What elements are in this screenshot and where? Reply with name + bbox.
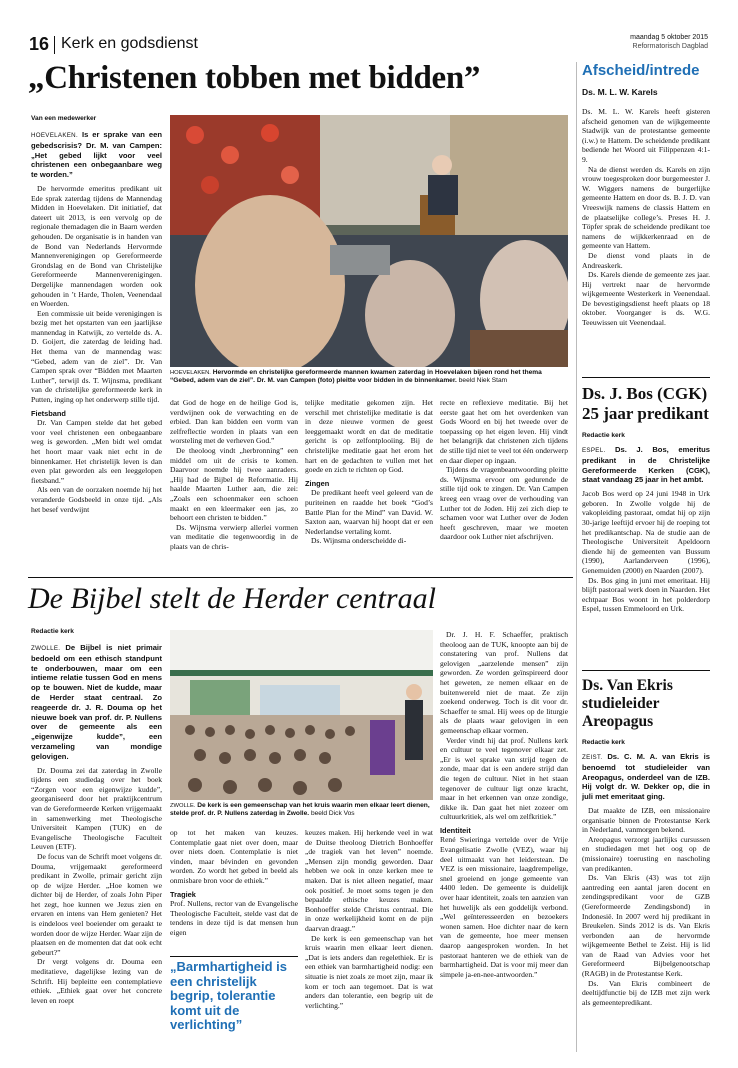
paragraph: De hervormde emeritus predikant uit Ede sprak zaterdag tijdens de Mannendag Midden in Hoevelaken. Dit initiatief, dat dateert uit 2013, is een vervolg op de regionale themadagen die in Baarn werden gehouden. De organisatie is in handen van de Bond van Nederlands Hervormde Mannenverenigingen op Gereformeerde Grondslag en de Bond van Christelijke Gereformeerde Mannenverenigingen. Dergelijke mannendagen worden ook gehouden in ’t Harde, Tholen, Veenendaal en Woerden. (31, 183, 162, 309)
subheading: Identiteit (440, 825, 471, 835)
paragraph: De kerk is een gemeenschap van het kruis waarin men elkaar leert dienen. „Dat is iets anders dan regelethiek. Er is een ethiek van barmhartigheid nodig: een situatie is niet zoals ze moet zijn, maar ik kom er toch aan tegemoet. Dat is wat anders dan tolerantie, een begrip uit de verlichting.” (305, 933, 433, 1010)
paragraph: De focus van de Schrift moet volgens dr. Douma, vrijgemaakt gereformeerd predikant in Zwolle, primair gericht zijn op de wijze Herder. „Hoe komen we dichter bij de Herder, of zoals John Piper het zegt, hoe kunnen we Jezus zien en ervaren en intens van Hem genieten? Het is eindeloos veel boeiender om geraakt te worden door de wijze Herder. Waar zijn de plaatsen en de momenten dat dat ook echt gebeurt?” (31, 851, 162, 957)
paragraph: dat God de hoge en de heilige God is, verdwijnen ook de verwachting en de erbied. Dan kan bidden een vorm van zelfreflectie worden in plaats van een worsteling met de verheven God.” (170, 398, 298, 446)
subheading: Zingen (305, 478, 330, 488)
paragraph: Ds. Van Ekris (43) was tot zijn aantreding een aantal jaren docent en zendingspredikant voor de GZB (Gereformeerde Zendingsbond) in Indonesië. In 2007 werd hij predikant in Breukelen. Sinds 2012 is ds. Van Ekris verbonden aan de hervormde wijkgemeente Bethel te Zeist. Hij is lid van de Raad van Advies voor het Gereformeerd Bijbelgenootschap (RAGB) in de Protestantse Kerk. (582, 873, 710, 979)
paragraph: Als een van de oorzaken noemde hij het veranderde Godsbeeld in onze tijd. „Als het besef verdwijnt (31, 485, 162, 514)
paragraph: Tijdens de vragenbeantwoording pleitte ds. Wijnsma ervoor om gedurende de stille tijd ook te zingen. Dr. Van Campen kreeg een vraag over de verhouding van Luther tot de Joden. Hij zei zich diep te schamen voor wat Luther over de Joden heeft geschreven, maar we moeten daardoor ook Luther niet afschrijven. (440, 465, 568, 542)
sidebar-item-bos (582, 377, 710, 614)
article2-col1 (31, 643, 162, 1005)
article-divider (28, 577, 573, 578)
article2-headline: De Bijbel stelt de Herder centraal (28, 582, 436, 615)
sidebar-item-lead: Ds. J. Bos, emeritus predikant in de Christelijke Gereformeerde Kerken (CGK), staat vandaag 25 jaar in het ambt. (582, 445, 710, 485)
sidebar-item-lead: Ds. C. M. A. van Ekris is benoemd tot studieleider van Areopagus, onderdeel van de IZB. Hij volgt dr. W. Dekker op, die in juli met emeritaat ging. (582, 752, 710, 802)
paragraph: Dr. Douma zei dat zaterdag in Zwolle tijdens een studiedag over het boek “Zorgen voor een eigenwijze kudde”, georganiseerd door het praktijkcentrum van de Gereformeerde Kerken vrijgemaakt in samenwerking met Theologische Universiteit Kampen (TUK) en de Evangelische Theologische Faculteit Leuven (ETF). (31, 765, 162, 852)
paragraph: Een commissie uit beide verenigingen is bezig met het opstarten van een jaarlijkse mannendag in Katwijk, zo vertelde ds. A. D. Goijert, die zaterdag de leiding had. Het thema van de mannendag was: “Gebed, adem van de ziel”. Dr. Van Campen sprak over “Bidden met Maarten Luther”, terwijl ds. T. Wijnsma, predikant van de christelijke gereformeerde kerk in Putten, inging op het onderwerp stille tijd. (31, 308, 162, 405)
header-divider (54, 36, 55, 54)
sidebar-item-body (582, 107, 710, 328)
article2-photo-caption (170, 802, 433, 819)
header-date: maandag 5 oktober 2015 (630, 34, 708, 41)
article2-lead: De Bijbel is niet primair bedoeld om een ethisch standpunt te onderbouwen, maar om een intieme relatie tussen God en mens op te bouwen. Niet de kudde, maar de Herder staat centraal. Zo reageerde dr. J. R. Douma op het nieuwe boek van prof. dr. P. Nullens over de gemeente als een „eigenwijze kudde”, een verzameling van mondige gelovigen. (31, 643, 162, 761)
photo-credit: beeld Dick Vos (310, 810, 355, 818)
subheading: Fietsband (31, 408, 66, 418)
sidebar-item-byline: Redactie kerk (582, 739, 625, 746)
paragraph: Ds. Van Ekris combineert de deeltijdfunctie bij de IZB met zijn werk als gemeentepredikant. (582, 978, 710, 1007)
paragraph: Areopagus verzorgt jaarlijks cursussen en studiedagen met het oog op de (missionaire) toerusting en nascholing van predikanten. (582, 834, 710, 873)
paragraph: Dr vergt volgens dr. Douma een meditatieve, dagelijkse lezing van de Schrift. Hij bepleitte een contemplatieve ethiek. „Ethiek gaat over het concrete leven en roept (31, 957, 162, 1005)
article1-headline: „Christenen tobben met bidden” (28, 60, 481, 96)
paragraph: Ds. Karels diende de gemeente zes jaar. Hij vertrekt naar de hervormde wijkgemeente Westerkerk in Veenendaal. De bevestigingsdienst heeft plaats op 18 oktober. Voorganger is ds. W.G. Teeuwissen uit Veenendaal. (582, 270, 710, 328)
dateline: HOEVELAKEN. (31, 132, 78, 139)
sidebar-item-byline: Redactie kerk (582, 432, 625, 439)
article2-photo (170, 630, 433, 800)
pull-quote: „Barmhartigheid is een christelijk begrip, tolerantie komt uit de verlichting” (170, 959, 288, 1032)
paragraph: Dat maakte de IZB, een missionaire organisatie binnen de Protestantse Kerk in Nederland, vanmorgen bekend. (582, 805, 710, 835)
paragraph: Dr. Van Campen stelde dat het gebed voor veel christenen een onbegaanbare weg is geworden. „Men bidt wel omdat het hoort maar vaak niet echt in de binnenkamer. Het christelijk leven is dan even plat geworden als een leeggelopen fietsband.” (31, 418, 162, 485)
sidebar-item-title: Ds. J. Bos (CGK) 25 jaar predikant (582, 384, 709, 423)
subheading: Tragiek (170, 889, 196, 899)
section-title: Kerk en godsdienst (61, 35, 198, 52)
caption-location: HOEVELAKEN. (170, 370, 211, 376)
paragraph: keuzes maken. Hij herkende veel in wat de Duitse theoloog Dietrich Bonhoeffer „de tragiek van het leven” noemde. „Mensen zijn mondig geworden. Daar hebben we ook in onze kerken mee te maken. Dat is niet alleen negatief, maar ook positief. Je moet soms tegen je den bepaalde ethische keuzes maken. Bonhoeffer stelde Christus centraal. Die in onze werkelijkheid komt en de pijn daarvan draagt.” (305, 828, 433, 933)
page-number: 16 (29, 34, 50, 54)
paragraph: De dienst vond plaats in de Andreaskerk. (582, 250, 710, 270)
paragraph: Ds. Wijnsma onderscheidde di- (311, 536, 407, 546)
article1-col3 (305, 398, 433, 546)
dateline: ESPEL. (582, 447, 606, 454)
speaker-meeting-image (170, 115, 568, 367)
paragraph: op tot het maken van keuzes. Contemplatie gaat niet over doen, maar over niets doen. Contemplatie is niet vinden, maar bévinden en gevonden worden. Zo wordt het gebed in beeld als onmisbare bron voor de ethiek.” (170, 828, 298, 885)
caption-text: De kerk is een gemeenschap van het kruis waarin men elkaar leert dienen, stelde prof. dr. P. Nullens zaterdag in Zwolle. (170, 802, 430, 818)
paragraph: Jacob Bos werd op 24 juni 1948 in Urk geboren. In Zwolle volgde hij de vakopleiding pastoraat, omdat hij op zijn 30-jarige leeftijd ervoer hij de roeping tot het predikantschap. Na de studie aan de Theologische Universiteit Apeldoorn diende hij de gemeenten van Bussum (1990), Aarlanderveen (1996), Genemuiden (2000) en Naarden (2007). (582, 489, 710, 575)
article1-photo-caption (170, 369, 568, 386)
dateline: ZWOLLE. (31, 645, 61, 652)
sidebar (582, 62, 710, 328)
sidebar-separator (576, 62, 577, 1052)
paragraph: Ds. Bos ging in juni met emeritaat. Hij blijft pastoraal werk doen in Naarden. Het echtpaar Bos woont in het polderdorp Espel, tussen Emmeloord en Urk. (582, 575, 710, 614)
divider (582, 670, 710, 671)
caption-text: Hervormde en christelijke gereformeerde mannen kwamen zaterdag in Hoevelaken bijeen rond het thema “Gebed, adem van de ziel”. Dr. M. van Campen (foto) pleitte voor bidden in de binnenkamer. (170, 369, 542, 385)
article1-lead: Is er sprake van een gebedscrisis? Dr. M. van Campen: „Het gebed lijkt voor veel christenen een onbegaanbare weg te worden.” (31, 130, 162, 180)
sidebar-item-title: Ds. Van Ekris studieleider Areopagus (582, 677, 673, 730)
header-paper: Reformatorisch Dagblad (632, 43, 708, 50)
divider (582, 377, 710, 378)
paragraph: René Swieringa vertelde over de Vrije Evangelisatie Zwolle (VEZ), waar hij deel uitmaakt van het leiderstean. De VEZ is een missionaire, laagdrempelige, snel groeiend en jonge gemeente van 4400 leden. De gemeente is duidelijk over haar identiteit, zoals ten aanzien van het huwelijk als een goddelijk verbond. „Wel geïnteresseerden en bezoekers wonen samen. Hoe dichter naar de kern van de gemeente, hoe meer mensen daarop aangesproken worden. In het pastoraat hanteren we de ethiek van de barmhartigheid. Dat is voor mij meer dan simpele ja-en-nee-antwoorden.” (440, 835, 568, 979)
paragraph: Ds. M. L. W. Karels heeft gisteren afscheid genomen van de wijkgemeente Stadwijk van de protestantse gemeente (i.w.) te Hattem. De scheidende predikant bediende het Woord uit Filippenzen 4:1-9. (582, 107, 710, 164)
article1-byline: Van een medewerker (31, 115, 97, 122)
article2-col3 (305, 828, 433, 1010)
article1-col1 (31, 130, 162, 514)
article1-col2 (170, 398, 298, 552)
paragraph: Verder vindt hij dat prof. Nullens kerk en cultuur te veel tegenover elkaar zet. „Er is wel sprake van strijd tegen de zonde, maar dat is een andere strijd dan die tegen de cultuur. Niet in het staan tegenover de cultuur ligt onze kracht, maar in het erkennen van onze zondige, dikke ik. Dan gaat het niet zozeer om cultuurkritiek, als wel om zelfkritiek.” (440, 735, 568, 822)
caption-location: ZWOLLE. (170, 803, 196, 809)
paragraph: Dr. J. H. F. Schaeffer, praktisch theoloog aan de TUK, knoopte aan bij de constatering van prof. Nullens dat gelovigen „aarzelende mensen” zijn geworden. Ze worden geïnspireerd door het geweten, ze nemen elkaar en de buitenwereld niet de maat. Ze zijn zoekend onderweg. Toch is dit voor dr. Schaeffer te smal. Hij wees op de liturgie als de plaats waar gelovigen in een gemeenschap elkaar vormen. (440, 630, 568, 735)
article2-col2 (170, 828, 298, 938)
sidebar-item-body (582, 445, 710, 614)
photo-credit: beeld Niek Stam (458, 377, 508, 385)
sidebar-heading: Afscheid/intrede (582, 62, 700, 79)
paragraph: Prof. Nullens, rector van de Evangelische Theologische Faculteit, stelde vast dat de tendens in deze tijd is dat mensen hun eigen (170, 899, 298, 937)
article1-photo (170, 115, 568, 367)
article2-byline: Redactie kerk (31, 628, 74, 635)
paragraph: De predikant heeft veel geleerd van de puriteinen en raadde het boek “God’s Battle Plan for the Mind” van David. W. Saxton aan, waarvan hij hoopt dat er een Nederlandse vertaling komt. (305, 488, 433, 536)
article2-col4 (440, 630, 568, 979)
sidebar-item-title: Ds. M. L. W. Karels (582, 87, 658, 97)
lecture-hall-image (170, 630, 433, 800)
paragraph: Ds. Wijnsma verwierp allerlei vormen van meditatie die tegenwoordig in de plaats van de chris- (170, 522, 298, 551)
paragraph: telijke meditatie gekomen zijn. Het verschil met christelijke meditatie is dat in deze nieuwe vormen de geest leeggemaakt wordt en dat de meditatie gericht is op zelfontplooiing. Bij de christelijke meditatie gaat het erom het hart en de gedachten te vullen met het goede en zich te richten op God. (305, 398, 433, 475)
sidebar-item-body (582, 752, 710, 1007)
sidebar-item-vanekris (582, 670, 710, 1007)
paragraph: De theoloog vindt „herbronning” een middel om uit de crisis te komen. Daarvoor noemde hij twee aanraders. „Hij had de Bijbel de Reformatie. Hij haalde Maarten Luther aan, die zei: „Zoals een schoenmaker een schoen maakt en een kleermaker een jas, zo behoort een christen te bidden.” (170, 445, 298, 523)
article1-col4 (440, 398, 568, 542)
paragraph: recte en reflexieve meditatie. Bij het eerste gaat het om het overdenken van Gods Woord en bij het tweede over de toepassing op het eigen leven. Hij vindt het belangrijk dat christenen zich tijdens de stille tijd niet te veel tot één onderwerp en daar dieper op ingaan. (440, 398, 568, 465)
paragraph: Na de dienst werden ds. Karels en zijn vrouw toegesproken door burgemeester J. W. Wiggers namens de burgerlijke gemeente Hattem en door ds. B. J. D. van Vreeswijk namens de classis Hattem en de plaatselijke college’s. Preses H. J. Töpfer sprak de scheidende predikant toe namens de wijkkerkenraad en de gemeente van Hattem. (582, 164, 710, 251)
quote-rule (170, 956, 298, 957)
dateline: ZEIST. (582, 754, 603, 761)
